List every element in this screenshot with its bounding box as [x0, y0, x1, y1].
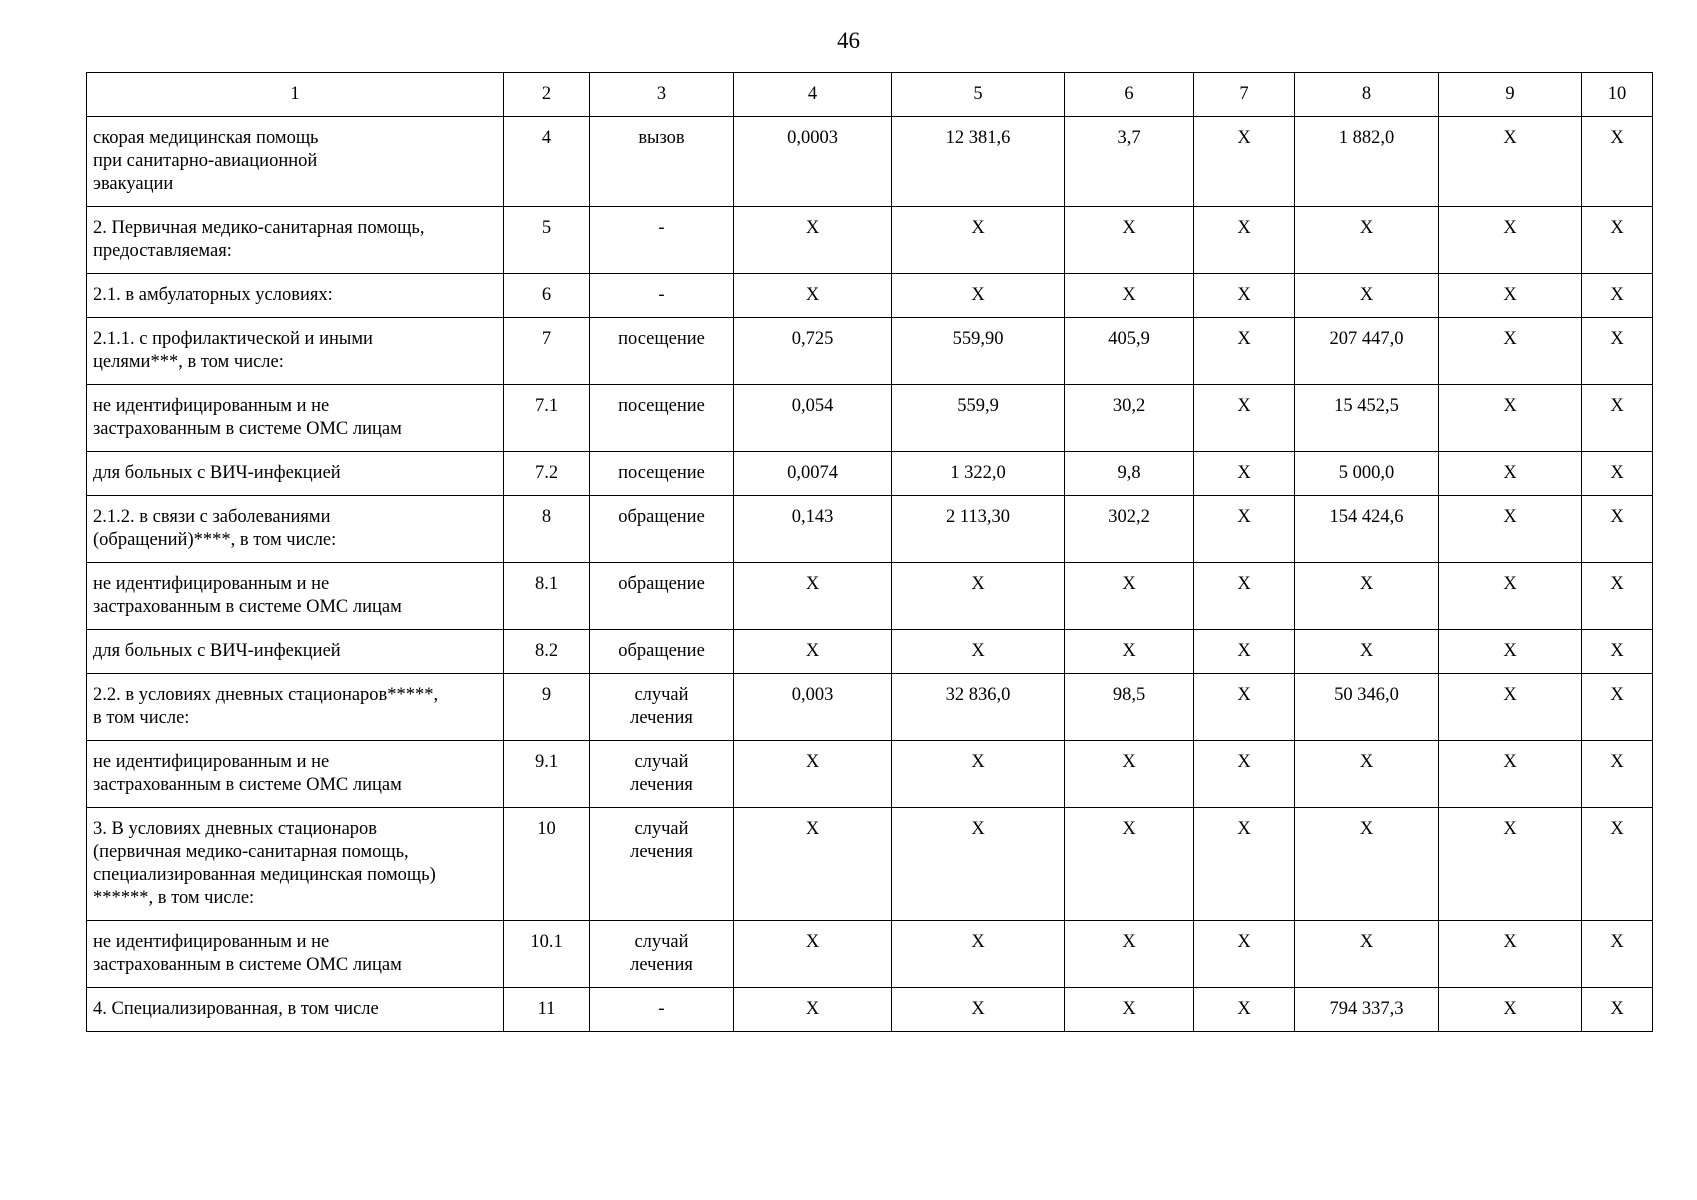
table-cell: Х: [1582, 496, 1653, 563]
table-cell: Х: [892, 630, 1065, 674]
table-cell: Х: [1439, 117, 1582, 207]
table-cell: Х: [892, 808, 1065, 921]
header-cell: 8: [1295, 73, 1439, 117]
table-cell: Х: [1582, 563, 1653, 630]
row-name-line: специализированная медицинская помощь): [93, 865, 436, 885]
table-cell: 1 882,0: [1295, 117, 1439, 207]
row-name-line: ******, в том числе:: [93, 888, 255, 908]
table-cell: Х: [1194, 988, 1295, 1032]
table-cell: Х: [892, 921, 1065, 988]
row-name-line: для больных с ВИЧ-инфекцией: [93, 463, 341, 483]
row-name-line: застрахованным в системе ОМС лицам: [93, 955, 402, 975]
row-name-cell: [87, 808, 504, 921]
table-cell: 1 322,0: [892, 452, 1065, 496]
table-cell: 9: [504, 674, 590, 741]
table-cell: 9,8: [1065, 452, 1194, 496]
table-cell: случай лечения: [590, 741, 734, 808]
table-cell: 12 381,6: [892, 117, 1065, 207]
table-cell: Х: [892, 988, 1065, 1032]
table-cell: Х: [1295, 630, 1439, 674]
table-cell: случай лечения: [590, 674, 734, 741]
table-cell: Х: [1295, 563, 1439, 630]
table-cell: посещение: [590, 318, 734, 385]
header-cell: 1: [87, 73, 504, 117]
table-row: [87, 496, 1653, 563]
table-cell: 9.1: [504, 741, 590, 808]
row-name-line: 2.1.1. с профилактической и иными: [93, 329, 373, 349]
row-name-line: 4. Специализированная, в том числе: [93, 999, 379, 1019]
table-cell: Х: [892, 207, 1065, 274]
header-cell: 3: [590, 73, 734, 117]
table-cell: Х: [1582, 385, 1653, 452]
table-body: [87, 73, 1653, 1032]
table-cell: Х: [1295, 808, 1439, 921]
table-cell: Х: [734, 988, 892, 1032]
header-cell: 7: [1194, 73, 1295, 117]
table-cell: 0,725: [734, 318, 892, 385]
table-cell: Х: [1065, 630, 1194, 674]
table-cell: Х: [1439, 385, 1582, 452]
table-row: [87, 988, 1653, 1032]
table-cell: 0,143: [734, 496, 892, 563]
table-cell: Х: [1194, 385, 1295, 452]
table-cell: Х: [1582, 274, 1653, 318]
table-cell: Х: [1582, 674, 1653, 741]
table-cell: -: [590, 274, 734, 318]
row-name-cell: [87, 630, 504, 674]
table-cell: -: [590, 207, 734, 274]
header-cell: 9: [1439, 73, 1582, 117]
table-cell: посещение: [590, 452, 734, 496]
table-cell: Х: [1582, 988, 1653, 1032]
row-name-line: застрахованным в системе ОМС лицам: [93, 775, 402, 795]
data-table: [86, 72, 1653, 1032]
table-cell: 7.1: [504, 385, 590, 452]
table-cell: Х: [1439, 808, 1582, 921]
table-cell: Х: [1582, 808, 1653, 921]
table-cell: посещение: [590, 385, 734, 452]
table-cell: 98,5: [1065, 674, 1194, 741]
table-cell: Х: [1065, 808, 1194, 921]
table-row: [87, 274, 1653, 318]
row-name-cell: [87, 207, 504, 274]
table-cell: Х: [1194, 808, 1295, 921]
table-cell: Х: [1295, 207, 1439, 274]
table-cell: 3,7: [1065, 117, 1194, 207]
table-cell: Х: [1582, 452, 1653, 496]
header-cell: 6: [1065, 73, 1194, 117]
row-name-line: в том числе:: [93, 708, 190, 728]
table-cell: 8.1: [504, 563, 590, 630]
table-cell: Х: [1582, 630, 1653, 674]
row-name-cell: [87, 921, 504, 988]
table-cell: случай лечения: [590, 808, 734, 921]
table-cell: 30,2: [1065, 385, 1194, 452]
table-cell: Х: [1194, 741, 1295, 808]
table-cell: Х: [1582, 207, 1653, 274]
table-cell: Х: [1582, 741, 1653, 808]
table-cell: Х: [1439, 318, 1582, 385]
table-row: [87, 452, 1653, 496]
table-cell: 0,054: [734, 385, 892, 452]
table-cell: Х: [1439, 921, 1582, 988]
table-row: [87, 385, 1653, 452]
table-cell: Х: [734, 741, 892, 808]
table-cell: вызов: [590, 117, 734, 207]
table-cell: -: [590, 988, 734, 1032]
row-name-line: 3. В условиях дневных стационаров: [93, 819, 378, 839]
row-name-line: (первичная медико-санитарная помощь,: [93, 842, 409, 862]
table-cell: Х: [1439, 452, 1582, 496]
table-cell: Х: [1194, 452, 1295, 496]
row-name-cell: [87, 496, 504, 563]
row-name-cell: [87, 988, 504, 1032]
table-row: [87, 117, 1653, 207]
table-cell: Х: [892, 563, 1065, 630]
table-cell: 6: [504, 274, 590, 318]
table-cell: Х: [1194, 117, 1295, 207]
table-cell: Х: [734, 563, 892, 630]
table-cell: Х: [1194, 207, 1295, 274]
row-name-line: не идентифицированным и не: [93, 396, 330, 416]
table-cell: Х: [734, 921, 892, 988]
table-cell: Х: [1295, 921, 1439, 988]
row-name-line: не идентифицированным и не: [93, 932, 330, 952]
row-name-cell: [87, 117, 504, 207]
table-cell: случай лечения: [590, 921, 734, 988]
header-cell: 10: [1582, 73, 1653, 117]
table-cell: обращение: [590, 630, 734, 674]
table-cell: 302,2: [1065, 496, 1194, 563]
table-cell: Х: [1439, 563, 1582, 630]
table-cell: 559,90: [892, 318, 1065, 385]
table-cell: 15 452,5: [1295, 385, 1439, 452]
table-cell: Х: [734, 808, 892, 921]
table-cell: Х: [1439, 496, 1582, 563]
table-header-row: [87, 73, 1653, 117]
table-cell: 8.2: [504, 630, 590, 674]
table-cell: 10: [504, 808, 590, 921]
row-name-line: для больных с ВИЧ-инфекцией: [93, 641, 341, 661]
table-cell: Х: [1194, 921, 1295, 988]
row-name-line: не идентифицированным и не: [93, 574, 330, 594]
table-cell: Х: [1065, 741, 1194, 808]
table-cell: обращение: [590, 496, 734, 563]
page-number: 46: [837, 28, 860, 53]
table-cell: Х: [734, 274, 892, 318]
table-row: [87, 921, 1653, 988]
header-cell: 5: [892, 73, 1065, 117]
table-cell: Х: [734, 207, 892, 274]
table-cell: 0,0003: [734, 117, 892, 207]
table-cell: 405,9: [1065, 318, 1194, 385]
table-cell: 50 346,0: [1295, 674, 1439, 741]
table-row: [87, 674, 1653, 741]
table-cell: Х: [1582, 117, 1653, 207]
row-name-line: предоставляемая:: [93, 241, 232, 261]
table-cell: Х: [1065, 563, 1194, 630]
table-cell: Х: [892, 274, 1065, 318]
row-name-cell: [87, 385, 504, 452]
table-cell: Х: [734, 630, 892, 674]
table-cell: Х: [1065, 207, 1194, 274]
table-row: [87, 808, 1653, 921]
table-cell: Х: [1065, 988, 1194, 1032]
table-cell: Х: [1439, 630, 1582, 674]
table-row: [87, 318, 1653, 385]
row-name-line: (обращений)****, в том числе:: [93, 530, 337, 550]
table-cell: 559,9: [892, 385, 1065, 452]
table-cell: 5 000,0: [1295, 452, 1439, 496]
row-name-line: 2. Первичная медико-санитарная помощь,: [93, 218, 425, 238]
row-name-line: целями***, в том числе:: [93, 352, 284, 372]
table-cell: 7: [504, 318, 590, 385]
table-cell: Х: [1065, 274, 1194, 318]
table-cell: 11: [504, 988, 590, 1032]
table-cell: 207 447,0: [1295, 318, 1439, 385]
table-cell: Х: [1295, 741, 1439, 808]
row-name-cell: [87, 674, 504, 741]
table-cell: Х: [892, 741, 1065, 808]
table-cell: Х: [1065, 921, 1194, 988]
table-row: [87, 207, 1653, 274]
table-row: [87, 630, 1653, 674]
table-cell: 7.2: [504, 452, 590, 496]
table-cell: Х: [1582, 921, 1653, 988]
table-cell: 32 836,0: [892, 674, 1065, 741]
header-cell: 2: [504, 73, 590, 117]
table-cell: 2 113,30: [892, 496, 1065, 563]
row-name-cell: [87, 452, 504, 496]
row-name-line: 2.1. в амбулаторных условиях:: [93, 285, 333, 305]
table-row: [87, 741, 1653, 808]
table-cell: Х: [1439, 741, 1582, 808]
table-cell: 794 337,3: [1295, 988, 1439, 1032]
row-name-cell: [87, 318, 504, 385]
table-cell: Х: [1194, 496, 1295, 563]
row-name-line: 2.1.2. в связи с заболеваниями: [93, 507, 331, 527]
row-name-line: при санитарно-авиационной: [93, 151, 318, 171]
row-name-cell: [87, 563, 504, 630]
row-name-line: застрахованным в системе ОМС лицам: [93, 597, 402, 617]
table-cell: Х: [1439, 274, 1582, 318]
table-cell: Х: [1194, 318, 1295, 385]
row-name-line: застрахованным в системе ОМС лицам: [93, 419, 402, 439]
table-cell: обращение: [590, 563, 734, 630]
row-name-line: 2.2. в условиях дневных стационаров*****,: [93, 685, 439, 705]
table-cell: 154 424,6: [1295, 496, 1439, 563]
table-cell: 4: [504, 117, 590, 207]
table-cell: 0,003: [734, 674, 892, 741]
table-cell: Х: [1194, 563, 1295, 630]
table-cell: 8: [504, 496, 590, 563]
header-cell: 4: [734, 73, 892, 117]
row-name-cell: [87, 741, 504, 808]
table-cell: Х: [1194, 674, 1295, 741]
row-name-line: эвакуации: [93, 174, 174, 194]
table-cell: Х: [1194, 630, 1295, 674]
row-name-line: скорая медицинская помощь: [93, 128, 319, 148]
table-cell: Х: [1295, 274, 1439, 318]
row-name-line: не идентифицированным и не: [93, 752, 330, 772]
row-name-cell: [87, 274, 504, 318]
table-cell: Х: [1439, 988, 1582, 1032]
table-cell: 5: [504, 207, 590, 274]
table-row: [87, 563, 1653, 630]
table-cell: Х: [1439, 207, 1582, 274]
table-cell: Х: [1582, 318, 1653, 385]
table-cell: 10.1: [504, 921, 590, 988]
table-cell: Х: [1439, 674, 1582, 741]
table-cell: 0,0074: [734, 452, 892, 496]
table-cell: Х: [1194, 274, 1295, 318]
